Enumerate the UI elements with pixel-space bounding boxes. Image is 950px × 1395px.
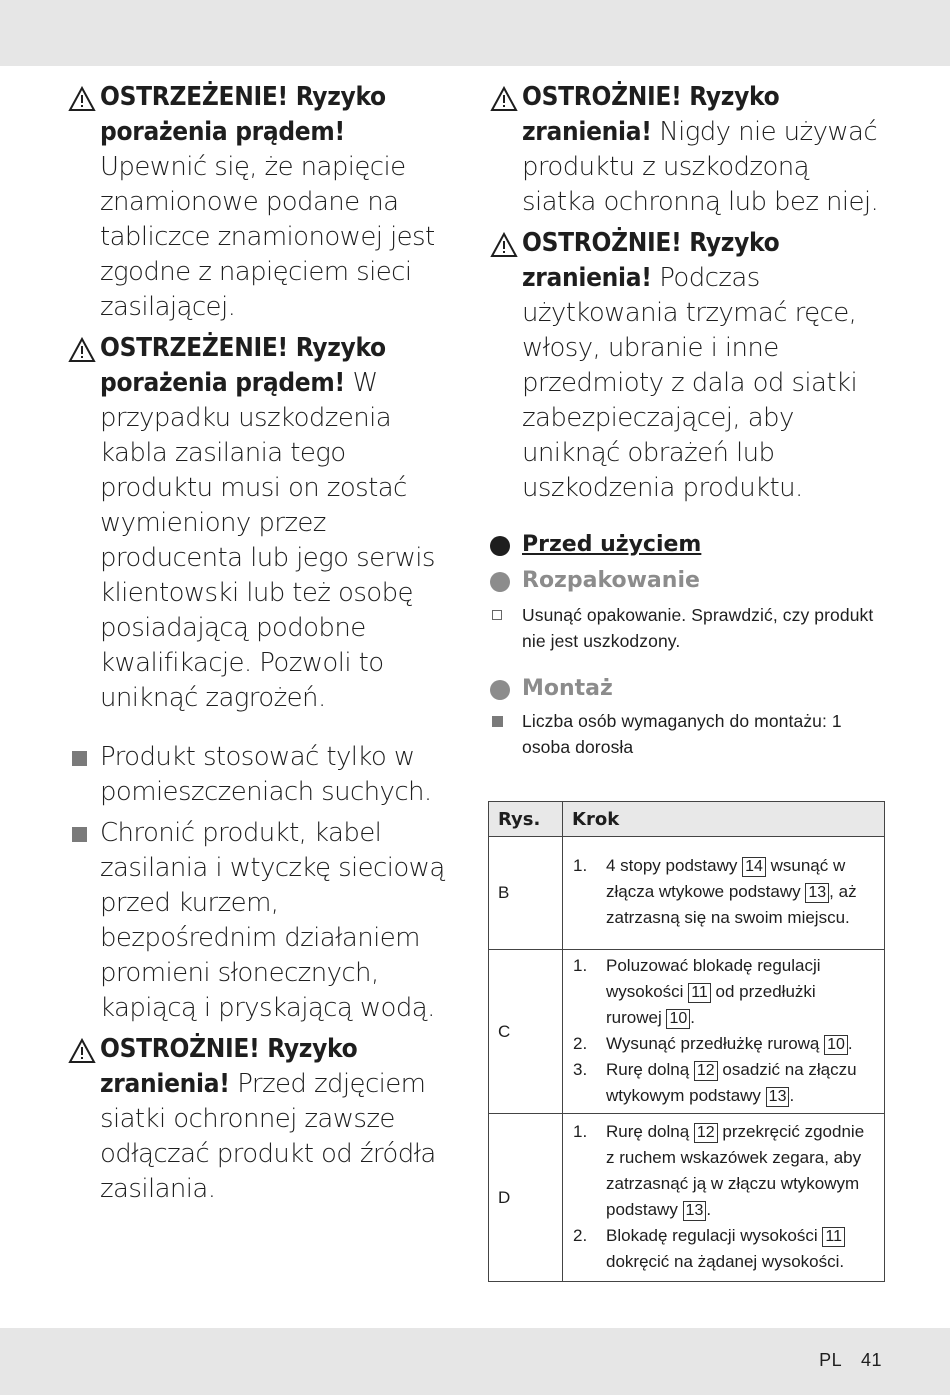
warning-electric-shock-2 [68, 331, 458, 716]
bullet-protect-product [68, 816, 458, 1026]
caution-injury-2 [490, 80, 890, 220]
bullet-dry-rooms [68, 740, 458, 810]
figure-cell: C [489, 950, 563, 1114]
step-text: Usunąć opakowanie. Sprawdzić, czy produkt nie jest uszkodzony. [522, 605, 874, 651]
table-row [489, 837, 885, 950]
step-text: Blokadę regulacji wysokości [606, 1225, 823, 1245]
step-text: Wysunąć przedłużkę rurową [606, 1033, 825, 1053]
step-item [573, 1057, 874, 1109]
table-row [489, 1114, 885, 1282]
filled-circle-icon [490, 536, 510, 556]
step-text: . [690, 1007, 695, 1027]
part-reference-number: 11 [688, 983, 711, 1003]
column-header-step: Krok [563, 802, 885, 837]
step-item [573, 953, 874, 1031]
square-bullet-icon [492, 716, 503, 727]
warning-body: Upewnić się, że napięcie znamionowe podane na tabliczce znamionowej jest zgodne z napięciem sieci zasilającej. [100, 152, 435, 322]
part-reference-number: 12 [694, 1123, 718, 1143]
right-column [490, 80, 890, 760]
section-heading-before-use [490, 530, 890, 560]
caution-title: OSTROŻNIE! Ryzyko zranienia! [100, 1034, 358, 1099]
figure-cell: B [489, 837, 563, 950]
bullet-text: Chronić produkt, kabel zasilania i wtyczkę sieciową przed kurzem, bezpośrednim działaniem promieni słonecznych, kapiącą i pryskającą wodą. [100, 818, 445, 1023]
page-number: 41 [860, 1350, 882, 1370]
step-text: 4 stopy podstawy [606, 856, 743, 875]
part-reference-number: 14 [742, 857, 766, 877]
step-number: 3. [573, 1059, 588, 1079]
checkbox-square-icon [492, 610, 502, 620]
part-reference-number: 13 [805, 883, 829, 903]
warning-triangle-icon [68, 86, 96, 112]
caution-body: Podczas użytkowania trzymać ręce, włosy, ubranie i inne przedmioty z dala od siatki zabezpieczającej, aby uniknąć obrażeń lub uszkodzenia produktu. [522, 263, 858, 503]
step-text: . [847, 1033, 853, 1053]
step-number: 2. [573, 1033, 588, 1053]
step-cell [563, 837, 885, 950]
part-reference-number: 10 [666, 1009, 690, 1029]
warning-title: OSTRZEŻENIE! Ryzyko porażenia prądem! [100, 82, 386, 147]
step-cell [563, 950, 885, 1114]
left-column [68, 80, 458, 1213]
top-band [0, 0, 950, 66]
warning-electric-shock-1 [68, 80, 458, 325]
warning-triangle-icon [68, 1038, 96, 1064]
step-text: osadzić na złączu wtykowym podstawy [606, 1059, 857, 1105]
warning-body: W przypadku uszkodzenia kabla zasilania tego produktu musi on zostać wymieniony przez producenta lub jego serwis klientowski lub też osobę posiadającą podobne kwalifikacje. Pozwoli to uniknąć zagrożeń. [100, 368, 435, 713]
step-text: Poluzować blokadę regulacji wysokości [606, 955, 821, 1001]
table-header-row [489, 802, 885, 837]
warning-triangle-icon [68, 337, 96, 363]
assembly-steps-table [488, 801, 885, 1282]
caution-title: OSTROŻNIE! Ryzyko zranienia! [522, 82, 780, 147]
section-title: Montaż [522, 676, 613, 701]
step-item [573, 1119, 874, 1223]
filled-circle-icon [490, 680, 510, 700]
part-reference-number: 13 [766, 1087, 790, 1107]
warning-triangle-icon [490, 232, 518, 258]
section-heading-assembly [490, 674, 890, 704]
language-code: PL [819, 1350, 842, 1370]
table-row [489, 950, 885, 1114]
note-text: Liczba osób wymaganych do montażu: 1 osoba dorosła [522, 711, 842, 757]
caution-injury-1 [68, 1032, 458, 1207]
caution-title: OSTROŻNIE! Ryzyko zranienia! [522, 228, 780, 293]
step-number: 1. [573, 856, 588, 875]
column-header-figure: Rys. [489, 802, 563, 837]
part-reference-number: 11 [822, 1227, 845, 1247]
section-title: Rozpakowanie [522, 568, 700, 593]
step-text: od przedłużki rurowej [606, 981, 816, 1027]
square-bullet-icon [72, 751, 87, 766]
step-text: przekręcić zgodnie z ruchem wskazówek zegara, aby zatrzasnąć ją w złączu wtykowym podstawy [606, 1121, 865, 1219]
page-footer [819, 1350, 882, 1371]
section-title: Przed użyciem [522, 532, 702, 557]
bottom-band [0, 1328, 950, 1395]
unpacking-step [490, 602, 890, 654]
warning-triangle-icon [490, 86, 518, 112]
assembly-note [490, 708, 890, 760]
square-bullet-icon [72, 827, 87, 842]
section-heading-unpacking [490, 566, 890, 596]
caution-body: Przed zdjęciem siatki ochronnej zawsze odłączać produkt od źródła zasilania. [100, 1069, 436, 1204]
step-text: dokręcić na żądanej wysokości. [606, 1251, 845, 1271]
filled-circle-icon [490, 572, 510, 592]
step-number: 2. [573, 1225, 588, 1245]
bullet-text: Produkt stosować tylko w pomieszczeniach suchych. [100, 742, 432, 807]
figure-cell: D [489, 1114, 563, 1282]
warning-title: OSTRZEŻENIE! Ryzyko porażenia prądem! [100, 333, 386, 398]
step-cell [563, 1114, 885, 1282]
part-reference-number: 10 [824, 1035, 848, 1055]
part-reference-number: 12 [694, 1061, 718, 1081]
step-item [573, 1223, 874, 1275]
step-text: Rurę dolną [606, 1059, 694, 1079]
step-text: wsunąć w złącza wtykowe podstawy [606, 856, 846, 901]
step-item [573, 853, 874, 931]
caution-body: Nigdy nie używać produktu z uszkodzoną siatka ochronną lub bez niej. [522, 117, 879, 217]
step-number: 1. [573, 1121, 588, 1141]
step-number: 1. [573, 955, 588, 975]
table-body [489, 837, 885, 1282]
step-text: . [706, 1199, 712, 1219]
caution-injury-3 [490, 226, 890, 506]
step-text: . [789, 1085, 795, 1105]
part-reference-number: 13 [683, 1201, 707, 1221]
step-item [573, 1031, 874, 1057]
step-text: , aż zatrzasną się na swoim miejscu. [606, 882, 857, 927]
step-text: Rurę dolną [606, 1121, 694, 1141]
